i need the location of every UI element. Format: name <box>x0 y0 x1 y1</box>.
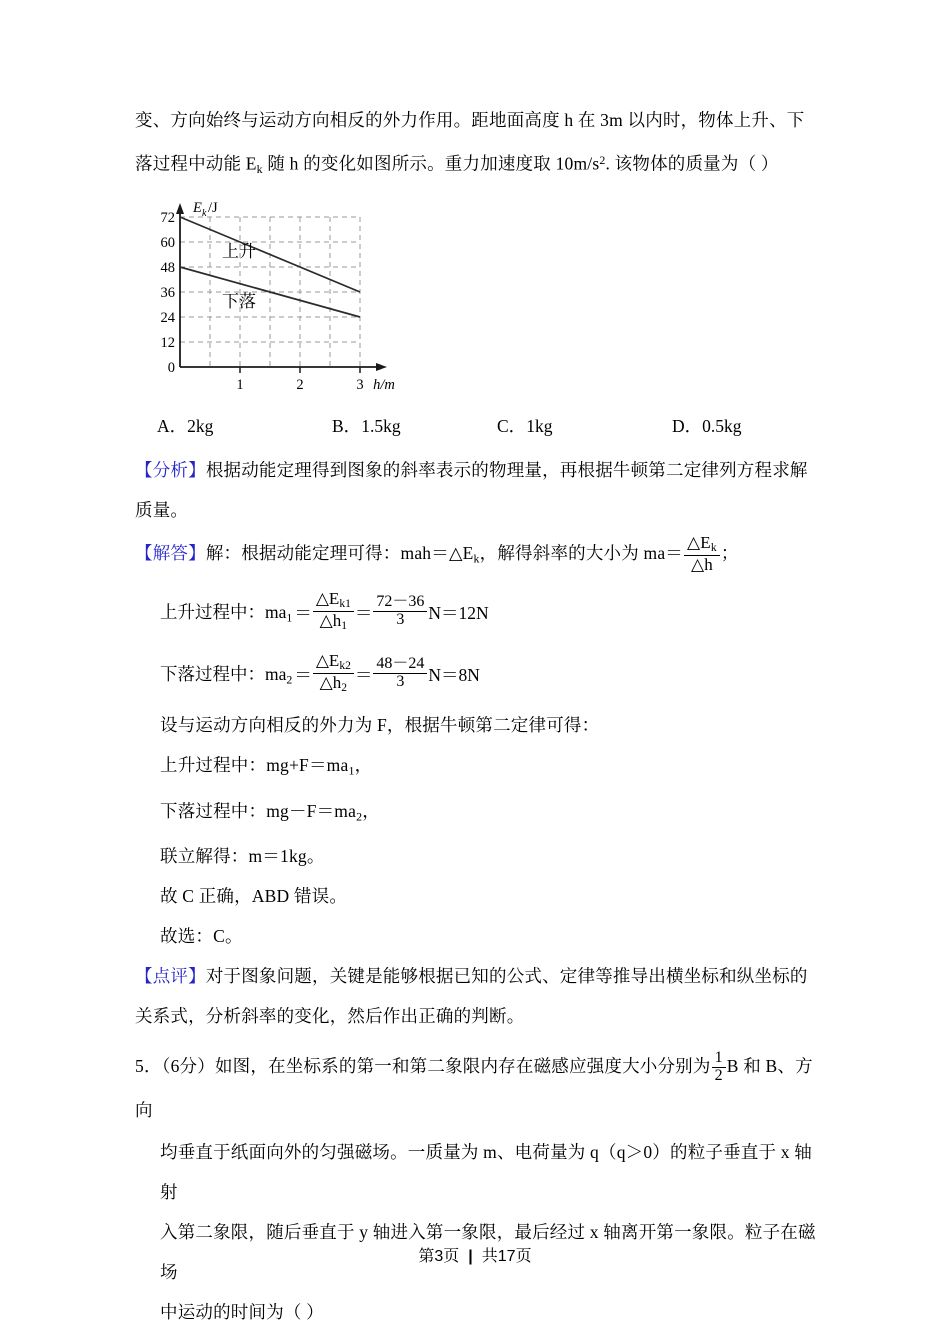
q4-stem-unit-sup: 2 <box>599 153 606 167</box>
q5-line-2: 均垂直于纸面向外的匀强磁场。一质量为 m、电荷量为 q（q＞0）的粒子垂直于 x 轴射 <box>160 1142 813 1203</box>
eq1-frac1-den-sub: 1 <box>341 619 348 633</box>
page-footer <box>0 1243 950 1266</box>
solution-result: 联立解得：m＝1kg。 <box>160 846 325 867</box>
eq1-lead-text: 上升过程中：ma <box>160 602 287 623</box>
slope-fraction <box>684 534 720 573</box>
option-c-label: C． <box>497 416 527 437</box>
eq2-frac1-num-text: △E <box>315 651 340 671</box>
y-axis-arrow <box>176 203 184 214</box>
analysis-text-1: 根据动能定理得到图象的斜率表示的物理量，再根据牛顿第二定律列方程求解 <box>205 460 808 481</box>
q5-line1-text: 如图，在坐标系的第一和第二象限内存在磁感应强度大小分别为 <box>214 1056 711 1077</box>
solution-ek-sub: k <box>473 551 480 566</box>
comment-text-1: 对于图象问题，关键是能够根据已知的公式、定律等推导出横坐标和纵坐标的 <box>205 966 808 987</box>
solution-intro-a: 解：根据动能定理可得：mah＝△E <box>205 543 474 564</box>
y-tick-label-12: 12 <box>160 335 175 352</box>
solution-intro-b: ，解得斜率的大小为 ma＝ <box>479 543 684 564</box>
eq1-equals-1: ＝ <box>294 602 312 623</box>
x-tick-label-2: 2 <box>296 377 304 394</box>
eq2-frac2-den: 3 <box>373 673 427 691</box>
q4-options <box>135 413 825 438</box>
eq2-lead <box>160 661 292 687</box>
eq1-fraction-values <box>373 594 427 629</box>
question-5 <box>135 1044 825 1332</box>
analysis-line-1 <box>135 450 825 490</box>
eq1-frac1-den <box>313 611 354 632</box>
q4-stem-line-1: 变、方向始终与运动方向相反的外力作用。距地面高度 h 在 3m 以内时，物体上升、下 <box>135 110 805 130</box>
comment-line-2: 关系式，分析斜率的变化，然后作出正确的判断。 <box>135 1006 525 1027</box>
x-axis-label: h/m <box>373 377 395 394</box>
down-law-sub: 2 <box>356 809 363 824</box>
option-b-text: 1.5kg <box>361 416 401 437</box>
eq1-equals-2: ＝ <box>354 602 373 623</box>
up-law-text: 上升过程中：mg+F＝ma <box>160 755 349 776</box>
analysis-line-2: 质量。 <box>135 500 189 521</box>
eq2-equals-1: ＝ <box>294 664 312 685</box>
ek-vs-h-chart <box>157 195 407 410</box>
slope-fraction-numerator <box>684 534 720 554</box>
down-law-tail: ， <box>362 800 380 821</box>
y-tick-label-72: 72 <box>160 210 175 227</box>
solution-ascending-law <box>135 745 825 790</box>
option-b[interactable] <box>332 413 497 438</box>
series-label-ascending: 上升 <box>222 242 256 262</box>
y-tick-label-36: 36 <box>160 285 175 302</box>
page-content <box>135 100 825 1332</box>
y-tick-label-48: 48 <box>160 260 175 277</box>
y-tick-label-0: 0 <box>167 360 175 377</box>
q5-line1-tail: B 和 B、方向 <box>135 1056 813 1121</box>
eq2-frac1-num-sub: k2 <box>339 659 351 673</box>
solution-correct-statement: 故 C 正确，ABD 错误。 <box>160 886 348 907</box>
eq1-fraction-dek-dh <box>313 590 354 632</box>
eq1-frac1-den-text: △h <box>319 610 342 630</box>
series-label-falling: 下落 <box>222 292 256 312</box>
down-law-text: 下落过程中：mg－F＝ma <box>160 800 357 821</box>
option-c[interactable] <box>497 413 672 438</box>
option-b-label: B． <box>332 416 362 437</box>
eq1-lead-sub: 1 <box>286 610 293 625</box>
eq2-frac1-num <box>313 652 354 672</box>
q4-stem-seg-c: . 该物体的质量为（ ） <box>605 153 779 174</box>
slope-fraction-denominator: △h <box>684 555 720 574</box>
solution-final-choice: 故选：C。 <box>160 926 243 947</box>
half-fraction-numerator: 1 <box>714 1048 723 1066</box>
eq1-frac1-num-sub: k1 <box>339 597 351 611</box>
eq1-lead <box>160 599 292 625</box>
x-tick-label-1: 1 <box>236 377 244 394</box>
option-a-label: A． <box>157 416 188 437</box>
eq1-frac2-num: 72－36 <box>376 593 425 611</box>
eq2-frac1-den-sub: 2 <box>341 681 348 695</box>
y-tick-label-60: 60 <box>160 235 175 252</box>
x-tick-label-3: 3 <box>356 377 364 394</box>
footer-current-page: 第3页 <box>418 1248 460 1265</box>
y-axis-label-unit: /J <box>208 200 218 217</box>
comment-line-1 <box>135 956 825 996</box>
equation-falling <box>135 643 825 705</box>
q5-line-4: 中运动的时间为（ ） <box>160 1302 324 1323</box>
solution-tag: 【解答】 <box>135 543 206 564</box>
eq1-frac1-num-text: △E <box>315 589 340 609</box>
q5-line-3: 入第二象限，随后垂直于 y 轴进入第一象限，最后经过 x 轴离开第一象限。粒子在磁场 <box>160 1222 816 1283</box>
q4-stem-seg-a: 落过程中动能 E <box>135 153 257 174</box>
eq2-frac1-den-text: △h <box>319 672 342 692</box>
eq2-tail: N＝8N <box>428 664 480 685</box>
solution-falling-law <box>135 791 825 836</box>
slope-num-sub: k <box>710 541 717 555</box>
q5-number: 5． <box>135 1056 162 1077</box>
q5-score: （6分） <box>161 1056 215 1077</box>
eq2-lead-sub: 2 <box>286 672 293 687</box>
comment-tag: 【点评】 <box>135 966 206 987</box>
y-tick-label-24: 24 <box>160 310 175 327</box>
y-axis-label-sub: k <box>202 208 207 220</box>
option-c-text: 1kg <box>526 416 553 437</box>
slope-num-text: △E <box>687 533 711 553</box>
option-d-text: 0.5kg <box>702 416 742 437</box>
option-a-text: 2kg <box>187 416 214 437</box>
eq2-fraction-values <box>373 656 427 691</box>
half-fraction-denominator: 2 <box>712 1067 726 1085</box>
up-law-sub: 1 <box>348 763 355 778</box>
eq2-fraction-dek-dh <box>313 652 354 694</box>
eq2-frac2-num: 48－24 <box>376 655 425 673</box>
q4-stem-ek-sub: k <box>256 162 263 177</box>
q4-figure <box>135 195 825 413</box>
equation-ascending <box>135 581 825 643</box>
solution-force-line: 设与运动方向相反的外力为 F，根据牛顿第二定律可得： <box>160 715 600 736</box>
eq1-frac2-den: 3 <box>373 611 427 629</box>
solution-intro-tail: ； <box>720 543 739 564</box>
half-fraction <box>712 1050 726 1085</box>
eq2-equals-2: ＝ <box>354 664 373 685</box>
eq1-tail: N＝12N <box>428 602 489 623</box>
eq1-frac1-num <box>313 590 354 610</box>
up-law-tail: ， <box>354 755 373 776</box>
eq2-frac1-den <box>313 673 354 694</box>
eq2-lead-text: 下落过程中：ma <box>160 664 287 685</box>
q4-stem-seg-b: 随 h 的变化如图所示。重力加速度取 10m/s <box>262 153 600 174</box>
y-axis-label-main: E <box>193 200 202 217</box>
option-d-label: D． <box>672 416 703 437</box>
footer-total-pages: 共17页 <box>481 1248 532 1265</box>
q5-line-1 <box>135 1044 825 1132</box>
q4-stem-line-2 <box>135 140 825 189</box>
solution-intro <box>135 530 825 581</box>
option-d[interactable] <box>672 413 742 438</box>
footer-separator: | <box>468 1248 473 1265</box>
option-a[interactable] <box>157 413 332 438</box>
x-axis-arrow <box>376 363 387 371</box>
analysis-tag: 【分析】 <box>135 460 206 481</box>
